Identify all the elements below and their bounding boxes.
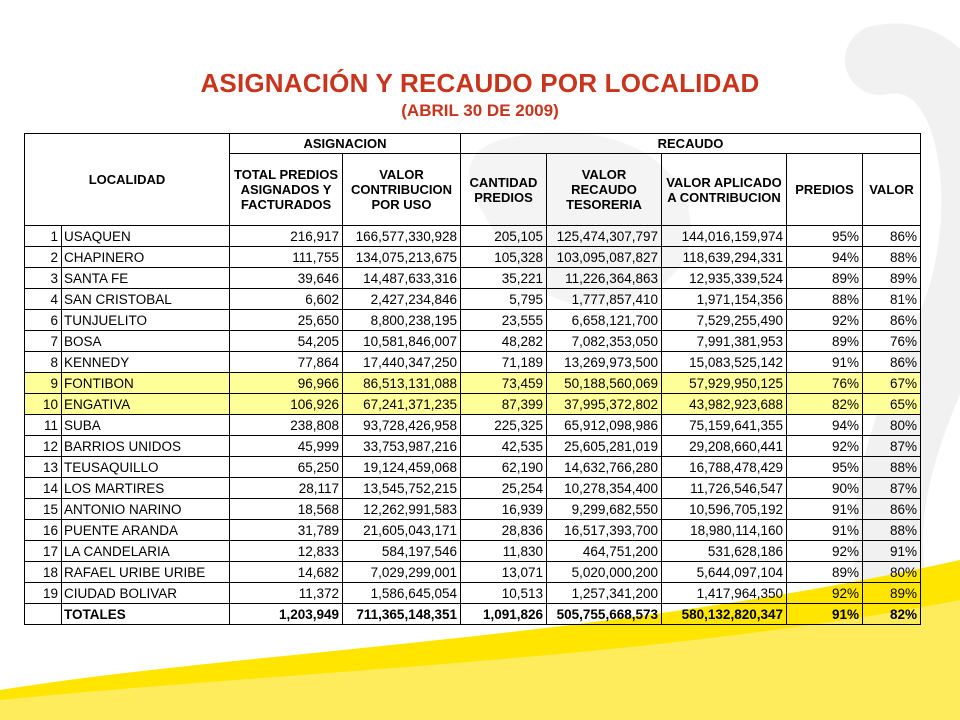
row-pct-valor: 88% <box>863 520 921 541</box>
header-pct-predios: PREDIOS <box>787 154 863 226</box>
row-localidad: CHAPINERO <box>62 247 230 268</box>
row-pct-predios: 89% <box>787 562 863 583</box>
row-pct-valor: 76% <box>863 331 921 352</box>
row-localidad: TUNJUELITO <box>62 310 230 331</box>
row-valor-recaudo: 1,777,857,410 <box>547 289 662 310</box>
row-cantidad-predios: 225,325 <box>461 415 547 436</box>
table-row <box>25 436 921 457</box>
row-pct-valor: 67% <box>863 373 921 394</box>
row-pct-valor: 88% <box>863 457 921 478</box>
row-valor-aplicado: 7,991,381,953 <box>662 331 787 352</box>
table-row <box>25 331 921 352</box>
row-number: 10 <box>25 394 62 415</box>
row-number: 1 <box>25 226 62 247</box>
row-localidad: TEUSAQUILLO <box>62 457 230 478</box>
header-recaudo: RECAUDO <box>461 134 921 154</box>
row-valor-contribucion: 67,241,371,235 <box>343 394 461 415</box>
row-valor-contribucion: 166,577,330,928 <box>343 226 461 247</box>
row-localidad: FONTIBON <box>62 373 230 394</box>
row-total-predios: 54,205 <box>230 331 343 352</box>
row-total-predios: 111,755 <box>230 247 343 268</box>
row-total-predios: 96,966 <box>230 373 343 394</box>
row-total-predios: 6,602 <box>230 289 343 310</box>
row-valor-aplicado: 15,083,525,142 <box>662 352 787 373</box>
row-valor-recaudo: 37,995,372,802 <box>547 394 662 415</box>
header-valor-contribucion: VALOR CONTRIBUCION POR USO <box>343 154 461 226</box>
row-pct-predios: 82% <box>787 394 863 415</box>
row-pct-valor: 65% <box>863 394 921 415</box>
row-pct-valor: 87% <box>863 478 921 499</box>
row-total-predios: 216,917 <box>230 226 343 247</box>
row-pct-valor: 87% <box>863 436 921 457</box>
row-number: 7 <box>25 331 62 352</box>
row-number: 17 <box>25 541 62 562</box>
row-cantidad-predios: 25,254 <box>461 478 547 499</box>
totals-label: TOTALES <box>62 604 230 625</box>
row-valor-aplicado: 57,929,950,125 <box>662 373 787 394</box>
header-pct-valor: VALOR <box>863 154 921 226</box>
row-number: 2 <box>25 247 62 268</box>
row-cantidad-predios: 13,071 <box>461 562 547 583</box>
row-number: 11 <box>25 415 62 436</box>
table-row <box>25 310 921 331</box>
row-valor-aplicado: 5,644,097,104 <box>662 562 787 583</box>
row-valor-recaudo: 9,299,682,550 <box>547 499 662 520</box>
totals-pct-valor: 82% <box>863 604 921 625</box>
row-cantidad-predios: 11,830 <box>461 541 547 562</box>
row-cantidad-predios: 28,836 <box>461 520 547 541</box>
table-row <box>25 457 921 478</box>
row-localidad: SUBA <box>62 415 230 436</box>
header-valor-recaudo: VALOR RECAUDO TESORERIA <box>547 154 662 226</box>
row-pct-predios: 92% <box>787 583 863 604</box>
row-localidad: ANTONIO NARINO <box>62 499 230 520</box>
row-localidad: SANTA FE <box>62 268 230 289</box>
row-localidad: LA CANDELARIA <box>62 541 230 562</box>
row-pct-predios: 94% <box>787 415 863 436</box>
row-valor-contribucion: 17,440,347,250 <box>343 352 461 373</box>
row-pct-valor: 91% <box>863 541 921 562</box>
row-pct-valor: 89% <box>863 268 921 289</box>
row-cantidad-predios: 10,513 <box>461 583 547 604</box>
totals-row <box>25 604 921 625</box>
row-pct-predios: 95% <box>787 226 863 247</box>
totals-cantidad-predios: 1,091,826 <box>461 604 547 625</box>
row-valor-aplicado: 7,529,255,490 <box>662 310 787 331</box>
page-title: ASIGNACIÓN Y RECAUDO POR LOCALIDAD <box>200 68 760 98</box>
localidad-table <box>24 133 921 625</box>
row-valor-recaudo: 14,632,766,280 <box>547 457 662 478</box>
row-valor-aplicado: 10,596,705,192 <box>662 499 787 520</box>
row-pct-predios: 89% <box>787 331 863 352</box>
row-valor-aplicado: 1,971,154,356 <box>662 289 787 310</box>
row-pct-predios: 92% <box>787 436 863 457</box>
row-number: 16 <box>25 520 62 541</box>
row-cantidad-predios: 23,555 <box>461 310 547 331</box>
row-number: 6 <box>25 310 62 331</box>
row-valor-recaudo: 50,188,560,069 <box>547 373 662 394</box>
row-valor-contribucion: 86,513,131,088 <box>343 373 461 394</box>
row-number: 18 <box>25 562 62 583</box>
row-total-predios: 12,833 <box>230 541 343 562</box>
row-pct-valor: 86% <box>863 310 921 331</box>
row-valor-recaudo: 103,095,087,827 <box>547 247 662 268</box>
header-valor-aplicado: VALOR APLICADO A CONTRIBUCION <box>662 154 787 226</box>
row-cantidad-predios: 71,189 <box>461 352 547 373</box>
row-valor-contribucion: 93,728,426,958 <box>343 415 461 436</box>
row-pct-valor: 86% <box>863 226 921 247</box>
row-valor-contribucion: 7,029,299,001 <box>343 562 461 583</box>
row-number: 19 <box>25 583 62 604</box>
row-valor-aplicado: 144,016,159,974 <box>662 226 787 247</box>
row-pct-valor: 81% <box>863 289 921 310</box>
row-pct-predios: 76% <box>787 373 863 394</box>
row-valor-contribucion: 13,545,752,215 <box>343 478 461 499</box>
row-cantidad-predios: 62,190 <box>461 457 547 478</box>
row-cantidad-predios: 205,105 <box>461 226 547 247</box>
row-pct-predios: 92% <box>787 541 863 562</box>
row-valor-contribucion: 19,124,459,068 <box>343 457 461 478</box>
table-row <box>25 289 921 310</box>
row-localidad: USAQUEN <box>62 226 230 247</box>
row-pct-valor: 89% <box>863 583 921 604</box>
row-valor-contribucion: 10,581,846,007 <box>343 331 461 352</box>
table-row <box>25 520 921 541</box>
row-cantidad-predios: 35,221 <box>461 268 547 289</box>
totals-valor-aplicado: 580,132,820,347 <box>662 604 787 625</box>
row-valor-recaudo: 11,226,364,863 <box>547 268 662 289</box>
row-valor-aplicado: 16,788,478,429 <box>662 457 787 478</box>
row-total-predios: 45,999 <box>230 436 343 457</box>
row-valor-aplicado: 18,980,114,160 <box>662 520 787 541</box>
row-localidad: SAN CRISTOBAL <box>62 289 230 310</box>
row-pct-predios: 95% <box>787 457 863 478</box>
row-number: 15 <box>25 499 62 520</box>
row-valor-aplicado: 531,628,186 <box>662 541 787 562</box>
totals-spacer <box>25 604 62 625</box>
row-valor-aplicado: 11,726,546,547 <box>662 478 787 499</box>
row-cantidad-predios: 16,939 <box>461 499 547 520</box>
row-localidad: LOS MARTIRES <box>62 478 230 499</box>
row-valor-contribucion: 1,586,645,054 <box>343 583 461 604</box>
row-pct-valor: 88% <box>863 247 921 268</box>
row-cantidad-predios: 87,399 <box>461 394 547 415</box>
row-total-predios: 14,682 <box>230 562 343 583</box>
table-row <box>25 394 921 415</box>
row-valor-contribucion: 8,800,238,195 <box>343 310 461 331</box>
table-row <box>25 478 921 499</box>
row-pct-predios: 91% <box>787 520 863 541</box>
row-number: 14 <box>25 478 62 499</box>
row-valor-recaudo: 5,020,000,200 <box>547 562 662 583</box>
totals-valor-recaudo: 505,755,668,573 <box>547 604 662 625</box>
row-localidad: ENGATIVA <box>62 394 230 415</box>
row-pct-predios: 89% <box>787 268 863 289</box>
table-row <box>25 499 921 520</box>
row-pct-predios: 88% <box>787 289 863 310</box>
row-total-predios: 11,372 <box>230 583 343 604</box>
row-valor-recaudo: 65,912,098,986 <box>547 415 662 436</box>
totals-total-predios: 1,203,949 <box>230 604 343 625</box>
row-total-predios: 65,250 <box>230 457 343 478</box>
row-pct-valor: 86% <box>863 352 921 373</box>
row-cantidad-predios: 48,282 <box>461 331 547 352</box>
row-valor-contribucion: 12,262,991,583 <box>343 499 461 520</box>
row-valor-aplicado: 75,159,641,355 <box>662 415 787 436</box>
row-number: 13 <box>25 457 62 478</box>
row-valor-contribucion: 584,197,546 <box>343 541 461 562</box>
row-total-predios: 18,568 <box>230 499 343 520</box>
table-row <box>25 562 921 583</box>
row-cantidad-predios: 5,795 <box>461 289 547 310</box>
row-total-predios: 28,117 <box>230 478 343 499</box>
row-valor-contribucion: 21,605,043,171 <box>343 520 461 541</box>
row-number: 4 <box>25 289 62 310</box>
totals-pct-predios: 91% <box>787 604 863 625</box>
table-row <box>25 415 921 436</box>
row-total-predios: 31,789 <box>230 520 343 541</box>
row-valor-recaudo: 25,605,281,019 <box>547 436 662 457</box>
row-total-predios: 106,926 <box>230 394 343 415</box>
row-number: 3 <box>25 268 62 289</box>
row-total-predios: 25,650 <box>230 310 343 331</box>
row-localidad: BOSA <box>62 331 230 352</box>
row-valor-recaudo: 13,269,973,500 <box>547 352 662 373</box>
row-total-predios: 39,646 <box>230 268 343 289</box>
table-row <box>25 226 921 247</box>
row-localidad: BARRIOS UNIDOS <box>62 436 230 457</box>
row-cantidad-predios: 42,535 <box>461 436 547 457</box>
row-pct-valor: 80% <box>863 415 921 436</box>
table-body <box>25 226 921 604</box>
row-number: 8 <box>25 352 62 373</box>
row-localidad: KENNEDY <box>62 352 230 373</box>
row-valor-aplicado: 12,935,339,524 <box>662 268 787 289</box>
row-valor-contribucion: 134,075,213,675 <box>343 247 461 268</box>
row-valor-recaudo: 16,517,393,700 <box>547 520 662 541</box>
row-localidad: CIUDAD BOLIVAR <box>62 583 230 604</box>
row-valor-recaudo: 6,658,121,700 <box>547 310 662 331</box>
row-valor-recaudo: 1,257,341,200 <box>547 583 662 604</box>
row-valor-contribucion: 2,427,234,846 <box>343 289 461 310</box>
row-pct-predios: 91% <box>787 352 863 373</box>
table-row <box>25 541 921 562</box>
row-valor-aplicado: 1,417,964,350 <box>662 583 787 604</box>
totals-valor-contribucion: 711,365,148,351 <box>343 604 461 625</box>
header-asignacion: ASIGNACION <box>230 134 461 154</box>
row-localidad: PUENTE ARANDA <box>62 520 230 541</box>
row-number: 9 <box>25 373 62 394</box>
row-cantidad-predios: 73,459 <box>461 373 547 394</box>
row-valor-contribucion: 33,753,987,216 <box>343 436 461 457</box>
row-pct-valor: 86% <box>863 499 921 520</box>
table-row <box>25 583 921 604</box>
row-localidad: RAFAEL URIBE URIBE <box>62 562 230 583</box>
row-valor-contribucion: 14,487,633,316 <box>343 268 461 289</box>
header-localidad: LOCALIDAD <box>25 134 230 226</box>
row-total-predios: 77,864 <box>230 352 343 373</box>
header-cantidad-predios: CANTIDAD PREDIOS <box>461 154 547 226</box>
table-row <box>25 247 921 268</box>
row-valor-recaudo: 464,751,200 <box>547 541 662 562</box>
table-row <box>25 373 921 394</box>
row-valor-aplicado: 29,208,660,441 <box>662 436 787 457</box>
row-valor-aplicado: 118,639,294,331 <box>662 247 787 268</box>
page-subtitle: (ABRIL 30 DE 2009) <box>401 101 559 120</box>
row-number: 12 <box>25 436 62 457</box>
table-row <box>25 352 921 373</box>
row-pct-predios: 94% <box>787 247 863 268</box>
row-valor-recaudo: 10,278,354,400 <box>547 478 662 499</box>
row-valor-recaudo: 7,082,353,050 <box>547 331 662 352</box>
row-pct-predios: 92% <box>787 310 863 331</box>
row-pct-predios: 90% <box>787 478 863 499</box>
row-pct-valor: 80% <box>863 562 921 583</box>
table-row <box>25 268 921 289</box>
row-valor-recaudo: 125,474,307,797 <box>547 226 662 247</box>
row-pct-predios: 91% <box>787 499 863 520</box>
row-cantidad-predios: 105,328 <box>461 247 547 268</box>
header-total-predios: TOTAL PREDIOS ASIGNADOS Y FACTURADOS <box>230 154 343 226</box>
row-valor-aplicado: 43,982,923,688 <box>662 394 787 415</box>
row-total-predios: 238,808 <box>230 415 343 436</box>
